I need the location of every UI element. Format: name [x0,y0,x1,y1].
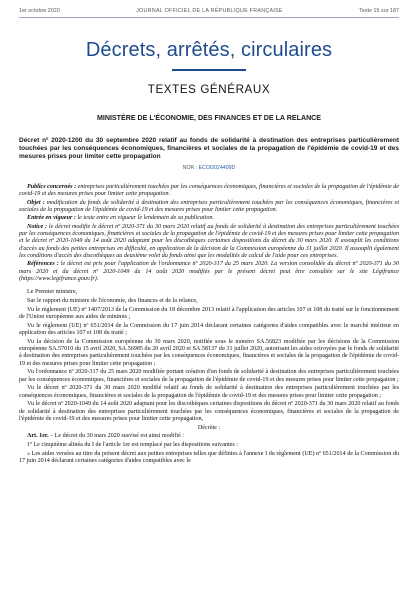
nor-reference [19,165,399,171]
body-paragraph: Sur le rapport du ministre de l'économie, des finances et de la relance, [27,298,198,305]
section-title: Décrets, arrêtés, circulaires [85,39,333,61]
decrete-heading: Décrète : [197,424,221,431]
publication-date: 1er octobre 2020 [19,8,60,14]
article-1-label: Art. 1er. [27,433,49,440]
body-paragraph: Vu le décret nº 2020-1049 du 14 août 2020 adaptant pour les discothèques certaines dispositions du décret nº 2020-371 du 30 mars 2020 relatif au fonds de solidarité à destination des entreprises particulièrement touchées par les conséquences économiques, financières et sociales de la propagation de l'épidémie de covid-19 et des mesures prises pour limiter cette propagation, [19,401,399,423]
article-1: Art. 1er. – Le décret du 30 mars 2020 susvisé est ainsi modifié : [27,433,184,440]
running-header [19,8,399,14]
body-paragraph: Vu le règlement (UE) nº 1407/2013 de la Commission du 18 décembre 2013 relatif à l'application des articles 107 et 108 du traité sur le fonctionnement de l'Union européenne aux aides de minimis ; [19,306,399,321]
body-paragraph: Le Premier ministre, [27,289,78,296]
article-1-point-1: 1º Le cinquième alinéa du I de l'article 1er est remplacé par les dispositions suivantes : [27,441,238,448]
abstract-references: Références : le décret est pris pour l'application de l'ordonnance nº 2020-317 du 25 mars 2020. La version consolidée du décret nº 2020-371 du 30 mars 2020 et du décret nº 2020-1049 du 14 août 2020 modifiés par le présent décret peut être consultée sur le site Légifrance (https://www.legifrance.gouv.fr). [19,261,399,283]
abstract-public: Publics concernés : entreprises particulièrement touchées par les conséquences économiques, financières et sociales de la propagation de l'épidémie de covid-19 et des mesures prises pour limiter cette propagation. [19,184,400,198]
body-paragraph: Vu la décision de la Commission européenne du 30 mars 2020, notifiée sous le numéro SA.56823 modifiée par les décisions de la Commission européenne SA.57010 du 15 avril 2020, SA.56985 du 20 avril 2020 et SA.58137 du 31 juillet 2020, autorisant les aides octroyées par le fonds de solidarité à destination des entreprises particulièrement touchées par les conséquences économiques, financières et sociales de la propagation de l'épidémie de covid-19 et des mesures prises pour limiter cette propagation ; [19,338,399,367]
journal-name: JOURNAL OFFICIEL DE LA RÉPUBLIQUE FRANÇAISE [136,8,283,14]
decree-abstract [19,184,399,283]
article-1-quote: « Les aides versées au titre du présent décret aux petites entreprises telles que définies à l'annexe I du règlement (UE) nº 651/2014 de la Commission du 17 juin 2014 déclarant certaines catégories d'aides compatibles avec le [19,450,399,464]
abstract-notice: Notice : le décret modifie le décret nº 2020-371 du 30 mars 2020 relatif au fonds de solidarité à destination des entreprises particulièrement touchées par les conséquences économiques, financières et sociales de la propagation de l'épidémie de covid-19 et des mesures prises pour limiter cette propagation et le décret nº 2020-1049 du 14 août 2020 adaptant pour les discothèques certaines dispositions du décret du 30 mars 2020. Il assouplit les conditions d'accès au fonds des petites entreprises en difficulté, en application de la décision de la Commission européenne du 31 juillet 2020. Il assouplit également les conditions d'accès des discothèques au deuxième volet du fonds ainsi que les modalités de calcul de l'aide pour ces entreprises. [19,223,400,260]
nor-code: ECOI2024409D [198,165,236,171]
nor-label: NOR : [182,165,199,171]
text-reference: Texte 15 sur 187 [359,8,399,14]
decree-body [19,289,399,465]
section-subtitle: TEXTES GÉNÉRAUX [147,83,271,96]
abstract-objet: Objet : modification du fonds de solidarité à destination des entreprises particulièrement touchées par les conséquences économiques, financières et sociales de la propagation de l'épidémie de covid-19 et des mesures prises pour limiter cette propagation. [19,199,400,214]
abstract-entree: Entrée en vigueur : le texte entre en vigueur le lendemain de sa publication. [27,215,214,222]
body-paragraph: Vu l'ordonnance nº 2020-317 du 25 mars 2020 modifiée portant création d'un fonds de solidarité à destination des entreprises particulièrement touchées par les conséquences économiques, financières et sociales de la propagation de l'épidémie de covid-19 et des mesures prises pour limiter cette propagation ; [19,369,399,383]
decree-title: Décret nº 2020-1200 du 30 septembre 2020 relatif au fonds de solidarité à destination des entreprises particulièrement touchées par les conséquences économiques, financières et sociales de la propagation de l'épidémie de covid-19 et des mesures prises pour limiter cette propagation [19,137,399,160]
header-rule [19,17,399,18]
body-paragraph: Vu le règlement (UE) nº 651/2014 de la Commission du 17 juin 2014 déclarant certaines catégories d'aides compatibles avec le marché intérieur en application des articles 107 et 108 du traité ; [19,322,399,337]
body-paragraph: Vu le décret nº 2020-371 du 30 mars 2020 modifié relatif au fonds de solidarité à destination des entreprises particulièrement touchées par les conséquences économiques, financières et sociales de la propagation de l'épidémie de covid-19 et des mesures prises pour limiter cette propagation ; [19,385,399,399]
section-underline [172,69,246,71]
ministry-heading: MINISTÈRE DE L'ÉCONOMIE, DES FINANCES ET DE LA RELANCE [96,114,322,122]
